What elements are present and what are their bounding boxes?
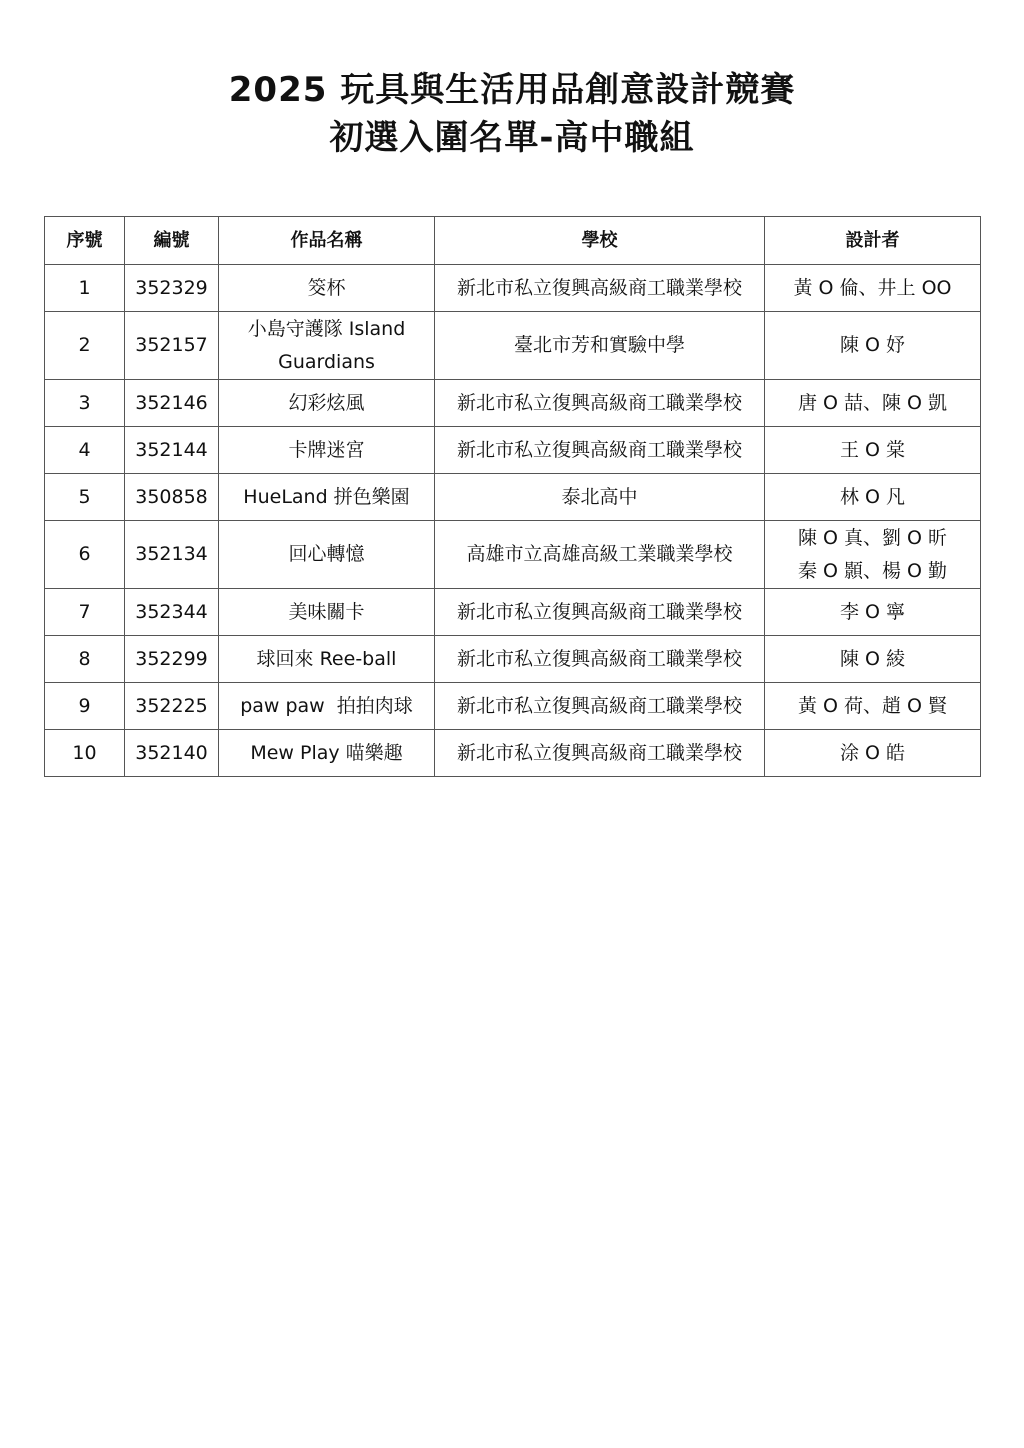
cell-seq: 5 <box>45 474 125 521</box>
cell-school: 新北市私立復興高級商工職業學校 <box>435 265 765 312</box>
title-line-1: 2025 玩具與生活用品創意設計競賽 <box>228 70 796 110</box>
cell-code: 352144 <box>125 427 219 474</box>
cell-school: 高雄市立高雄高級工業職業學校 <box>435 521 765 589</box>
cell-code: 350858 <box>125 474 219 521</box>
table-row <box>45 427 981 474</box>
finalist-table <box>44 216 981 777</box>
cell-work <box>219 683 435 730</box>
designer-line: 黃 O 倫、井上 OO <box>793 276 952 299</box>
cell-work <box>219 427 435 474</box>
cell-seq: 4 <box>45 427 125 474</box>
table-row <box>45 380 981 427</box>
cell-designer <box>765 589 981 636</box>
cell-seq: 7 <box>45 589 125 636</box>
header-code: 編號 <box>125 217 219 265</box>
cell-school: 新北市私立復興高級商工職業學校 <box>435 730 765 777</box>
work-line: 美味關卡 <box>288 600 365 623</box>
cell-code: 352329 <box>125 265 219 312</box>
cell-school: 新北市私立復興高級商工職業學校 <box>435 589 765 636</box>
cell-school: 泰北高中 <box>435 474 765 521</box>
cell-work <box>219 521 435 589</box>
finalist-table-container <box>44 216 980 777</box>
work-line: paw paw 拍拍肉球 <box>240 694 413 717</box>
cell-code: 352225 <box>125 683 219 730</box>
cell-designer <box>765 474 981 521</box>
work-line: 卡牌迷宮 <box>288 438 365 461</box>
designer-line: 涂 O 皓 <box>839 741 906 764</box>
cell-seq: 9 <box>45 683 125 730</box>
cell-code: 352140 <box>125 730 219 777</box>
designer-line: 李 O 寧 <box>839 600 906 623</box>
cell-designer <box>765 427 981 474</box>
table-row <box>45 312 981 380</box>
work-line: HueLand 拼色樂園 <box>243 485 410 508</box>
cell-school: 臺北市芳和實驗中學 <box>435 312 765 380</box>
cell-designer <box>765 265 981 312</box>
cell-seq: 3 <box>45 380 125 427</box>
cell-school: 新北市私立復興高級商工職業學校 <box>435 683 765 730</box>
cell-code: 352134 <box>125 521 219 589</box>
cell-school: 新北市私立復興高級商工職業學校 <box>435 380 765 427</box>
cell-work <box>219 730 435 777</box>
cell-seq: 6 <box>45 521 125 589</box>
designer-line: 唐 O 喆、陳 O 凱 <box>797 391 948 414</box>
cell-code: 352344 <box>125 589 219 636</box>
work-line: 球回來 Ree-ball <box>256 647 397 670</box>
cell-code: 352146 <box>125 380 219 427</box>
cell-seq: 10 <box>45 730 125 777</box>
work-line: Guardians <box>278 350 375 373</box>
table-row <box>45 683 981 730</box>
cell-school: 新北市私立復興高級商工職業學校 <box>435 427 765 474</box>
cell-designer <box>765 683 981 730</box>
header-school: 學校 <box>435 217 765 265</box>
table-row <box>45 521 981 589</box>
designer-line: 陳 O 妤 <box>839 334 906 356</box>
cell-code: 352157 <box>125 312 219 380</box>
table-row <box>45 636 981 683</box>
cell-school: 新北市私立復興高級商工職業學校 <box>435 636 765 683</box>
cell-designer <box>765 730 981 777</box>
cell-seq: 8 <box>45 636 125 683</box>
work-line: 小島守護隊 Island <box>247 317 406 340</box>
work-line: Mew Play 喵樂趣 <box>250 741 403 764</box>
header-designer: 設計者 <box>765 217 981 265</box>
cell-work <box>219 589 435 636</box>
cell-work <box>219 636 435 683</box>
designer-line: 秦 O 顥、楊 O 勤 <box>797 559 948 582</box>
cell-designer <box>765 521 981 589</box>
cell-designer <box>765 380 981 427</box>
cell-seq: 2 <box>45 312 125 380</box>
cell-code: 352299 <box>125 636 219 683</box>
header-seq: 序號 <box>45 217 125 265</box>
table-row <box>45 589 981 636</box>
cell-designer <box>765 312 981 380</box>
work-line: 筊杯 <box>307 276 346 299</box>
designer-line: 黃 O 荷、趙 O 賢 <box>797 694 948 717</box>
cell-work <box>219 265 435 312</box>
table-row <box>45 730 981 777</box>
designer-line: 林 O 凡 <box>839 485 906 508</box>
title-line-2: 初選入圍名單-高中職組 <box>329 118 695 158</box>
designer-line: 陳 O 真、劉 O 昕 <box>797 526 948 549</box>
work-line: 幻彩炫風 <box>288 391 365 414</box>
designer-line: 王 O 棠 <box>839 438 906 461</box>
cell-work <box>219 474 435 521</box>
document-title <box>0 66 1024 162</box>
cell-seq: 1 <box>45 265 125 312</box>
cell-work <box>219 312 435 380</box>
designer-line: 陳 O 綾 <box>839 647 906 670</box>
cell-work <box>219 380 435 427</box>
table-header-row <box>45 217 981 265</box>
table-row <box>45 474 981 521</box>
cell-designer <box>765 636 981 683</box>
table-row <box>45 265 981 312</box>
work-line: 回心轉憶 <box>288 543 365 565</box>
header-work: 作品名稱 <box>219 217 435 265</box>
